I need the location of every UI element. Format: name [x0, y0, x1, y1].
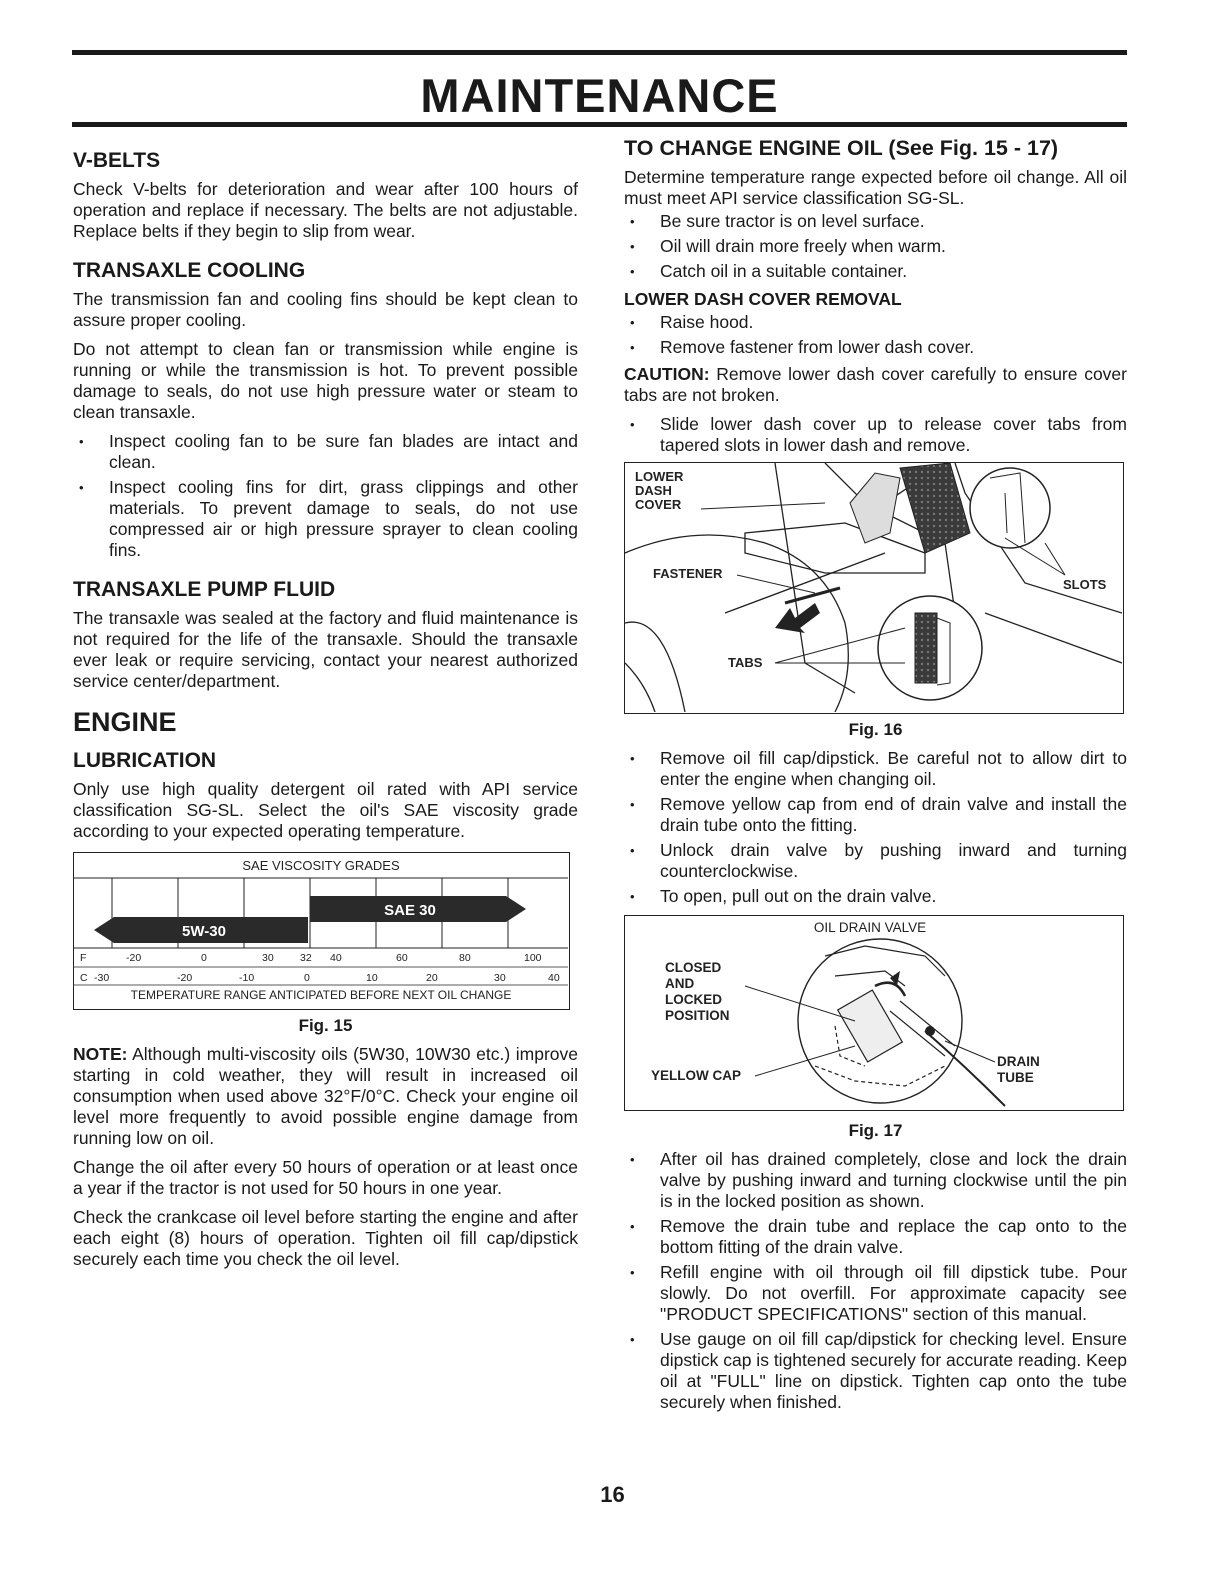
c-tick: -30 — [94, 972, 110, 984]
pump-text: The transaxle was sealed at the factory and fluid maintenance is not required for the life of the transaxle. Should the transaxle ever leak or require servicing, contact your nearest authorized service center/department. — [73, 608, 578, 691]
oil-drain-figure — [624, 915, 1124, 1111]
title-rule — [72, 122, 1127, 127]
f-tick: 100 — [524, 952, 542, 964]
fig17-label-yellow-cap: YELLOW CAP — [651, 1068, 741, 1083]
oil-change-intro: Determine temperature range expected before oil change. All oil must meet API service classification SG-SL. — [624, 167, 1127, 208]
celsius-axis — [80, 972, 560, 984]
f-tick: -20 — [126, 952, 142, 964]
fig17-label-drain: DRAIN — [997, 1054, 1040, 1069]
c-tick: 0 — [304, 972, 310, 984]
refill-list — [624, 1149, 1127, 1413]
lubrication-heading: LUBRICATION — [73, 749, 217, 772]
fig17-label-locked: LOCKED — [665, 992, 722, 1007]
f-tick: 60 — [396, 952, 408, 964]
fig17-caption: Fig. 17 — [848, 1121, 903, 1140]
list-item: • Unlock drain valve by pushing inward and turning counterclockwise. — [624, 840, 1127, 882]
vbelts-heading: V-BELTS — [73, 149, 161, 172]
chart-title: SAE VISCOSITY GRADES — [242, 858, 400, 873]
fig17-label-position: POSITION — [665, 1008, 730, 1023]
fig15-caption: Fig. 15 — [298, 1016, 353, 1035]
left-column — [73, 142, 578, 1278]
fig16-label-dash: DASH — [635, 483, 672, 498]
fig16-caption: Fig. 16 — [848, 720, 903, 739]
dash-slide-list — [624, 414, 1127, 456]
dash-cover-graphic — [625, 463, 1122, 712]
fig16-label-slots: SLOTS — [1063, 577, 1107, 592]
fig17-label-and: AND — [665, 976, 695, 991]
chart-footer: TEMPERATURE RANGE ANTICIPATED BEFORE NEXT OIL CHANGE — [130, 988, 512, 1002]
f-tick: 80 — [459, 952, 471, 964]
cooling-list — [73, 431, 578, 561]
oil-prep-list — [624, 211, 1127, 282]
note-paragraph — [73, 1044, 578, 1149]
page-title: MAINTENANCE — [420, 69, 779, 122]
caution-paragraph — [624, 364, 1127, 406]
list-item: • Inspect cooling fins for dirt, grass clippings and other materials. To prevent damage to seals, do not use compressed air or high pressure sprayer to clean cooling fins. — [73, 477, 578, 561]
fig16-label-fastener: FASTENER — [653, 566, 723, 581]
fig16-label-tabs: TABS — [728, 655, 763, 670]
c-tick: 40 — [548, 972, 560, 984]
c-tick: -20 — [177, 972, 193, 984]
fig16-label-lower: LOWER — [635, 469, 684, 484]
f-tick: 32 — [300, 952, 312, 964]
list-item: • Oil will drain more freely when warm. — [624, 236, 1127, 257]
list-item: • Refill engine with oil through oil fill dipstick tube. Pour slowly. Do not overfill. For approximate capacity see "PRODUCT SPECIFICATIONS" section of this manual. — [624, 1262, 1127, 1325]
c-tick: 20 — [426, 972, 438, 984]
change-paragraph: Change the oil after every 50 hours of operation or at least once a year if the tractor is not used for 50 hours in one year. — [73, 1157, 578, 1198]
c-tick: -10 — [239, 972, 255, 984]
f-axis-label: F — [80, 952, 87, 964]
oil-drain-graphic — [625, 916, 1122, 1109]
list-item: • Remove fastener from lower dash cover. — [624, 337, 1127, 358]
check-paragraph: Check the crankcase oil level before starting the engine and after each eight (8) hours of operation. Tighten oil fill cap/dipstick securely each time you check the oil level. — [73, 1207, 578, 1269]
viscosity-chart-graphic — [74, 853, 568, 1008]
note-label: NOTE: — [73, 1044, 128, 1064]
slots-detail — [970, 468, 1050, 548]
dash-cover-heading: LOWER DASH COVER REMOVAL — [624, 289, 902, 309]
c-tick: 10 — [366, 972, 378, 984]
oil-change-heading: TO CHANGE ENGINE OIL (See Fig. 15 - 17) — [624, 136, 1059, 160]
list-item: • Be sure tractor is on level surface. — [624, 211, 1127, 232]
fig16-label-cover: COVER — [635, 497, 682, 512]
list-item: • After oil has drained completely, close and lock the drain valve by pushing inward and turning clockwise until the pin is in the locked position as shown. — [624, 1149, 1127, 1212]
lubrication-text: Only use high quality detergent oil rated with API service classification SG-SL. Select the oil's SAE viscosity grade according to your expected operating temperature. — [73, 779, 578, 841]
list-item: • Remove yellow cap from end of drain valve and install the drain tube onto the fitting. — [624, 794, 1127, 836]
viscosity-chart — [73, 852, 570, 1010]
list-item: • Raise hood. — [624, 312, 1127, 333]
caution-text: Remove lower dash cover carefully to ensure cover tabs are not broken. — [624, 364, 1127, 405]
list-item: • Catch oil in a suitable container. — [624, 261, 1127, 282]
page-number: 16 — [600, 1482, 625, 1507]
c-tick: 30 — [494, 972, 506, 984]
list-item: • Inspect cooling fan to be sure fan blades are intact and clean. — [73, 431, 578, 473]
5w30-label: 5W-30 — [182, 923, 226, 940]
list-item: • Slide lower dash cover up to release cover tabs from tapered slots in lower dash and remove. — [624, 414, 1127, 456]
fig17-title: OIL DRAIN VALVE — [813, 920, 927, 935]
fig17-label-closed: CLOSED — [665, 960, 722, 975]
caution-label: CAUTION: — [624, 364, 710, 384]
list-item: • Remove the drain tube and replace the cap onto to the bottom fitting of the drain valve. — [624, 1216, 1127, 1258]
right-column — [624, 136, 1127, 1419]
note-text: Although multi-viscosity oils (5W30, 10W30 etc.) improve starting in cold weather, they will result in increased oil consumption when used above 32°F/0°C. Check your engine oil level more frequently to avoid possible engine damage from running low on oil. — [73, 1044, 578, 1148]
vbelts-text: Check V-belts for deterioration and wear after 100 hours of operation and replace if necessary. The belts are not adjustable. Replace belts if they begin to slip from wear. — [73, 179, 578, 241]
list-item: • Use gauge on oil fill cap/dipstick for checking level. Ensure dipstick cap is tightened securely for accurate reading. Keep oil at "FULL" line on dipstick. Tighten cap onto the tube securely when finished. — [624, 1329, 1127, 1413]
cooling-p1: The transmission fan and cooling fins should be kept clean to assure proper cooling. — [73, 289, 578, 330]
engine-heading: ENGINE — [73, 707, 177, 737]
sae30-label: SAE 30 — [384, 902, 436, 919]
list-item: • Remove oil fill cap/dipstick. Be careful not to allow dirt to enter the engine when changing oil. — [624, 748, 1127, 790]
top-rule — [72, 50, 1127, 55]
cooling-heading: TRANSAXLE COOLING — [73, 259, 306, 282]
cooling-p2: Do not attempt to clean fan or transmission while engine is running or while the transmission is hot. To prevent possible damage to seals, do not use high pressure water or steam to clean transaxle. — [73, 339, 578, 422]
dash-cover-figure — [624, 462, 1124, 714]
drain-prep-list — [624, 748, 1127, 907]
dash-cover-list — [624, 312, 1127, 358]
f-tick: 40 — [330, 952, 342, 964]
c-axis-label: C — [80, 972, 88, 984]
list-item: • To open, pull out on the drain valve. — [624, 886, 1127, 907]
fig17-label-tube: TUBE — [997, 1070, 1034, 1085]
f-tick: 0 — [201, 952, 207, 964]
pump-heading: TRANSAXLE PUMP FLUID — [73, 578, 336, 601]
f-tick: 30 — [262, 952, 274, 964]
fahrenheit-axis — [80, 952, 542, 964]
